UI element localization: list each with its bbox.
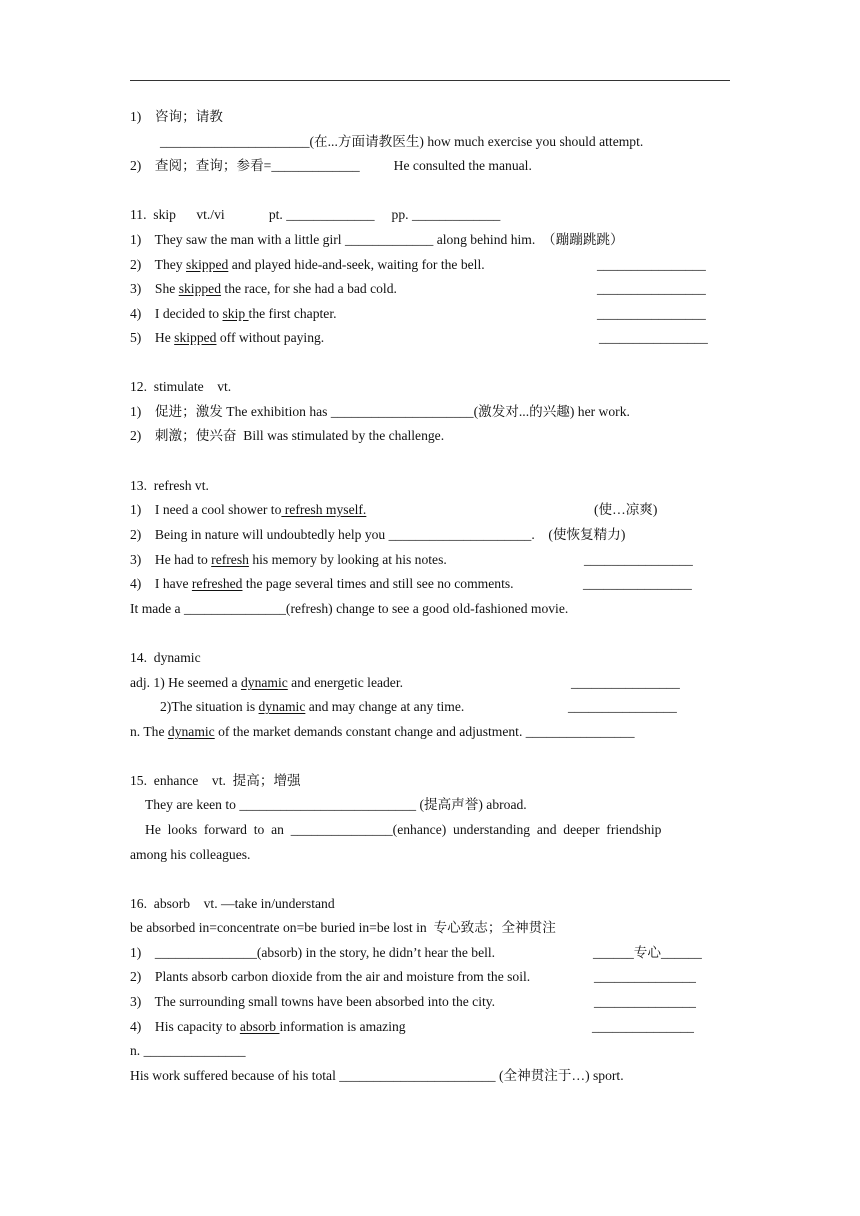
answer-blank: ________________ (597, 281, 706, 296)
underlined-word: skip (222, 306, 249, 321)
underlined-word: dynamic (258, 699, 306, 714)
line-skip-2 (130, 256, 485, 274)
line-text: 1) I need a cool shower to (130, 502, 282, 517)
underlined-word: skipped (178, 281, 222, 296)
underlined-word: refreshed (191, 576, 243, 591)
heading-absorb: 16. absorb vt. —take in/understand (130, 896, 335, 911)
heading-dynamic: 14. dynamic (130, 650, 201, 665)
line-text: the first chapter. (248, 306, 337, 321)
line-skip-4 (130, 305, 337, 323)
answer-blank: ________________ (583, 576, 692, 591)
underlined-word: dynamic (167, 724, 215, 739)
line-absorb-1: 1) _______________(absorb) in the story, he didn’t hear the bell. (130, 945, 496, 960)
line-absorb-phrases: be absorbed in=concentrate on=be buried in=be lost in 专心致志；全神贯注 (130, 920, 556, 935)
line-dynamic-2 (160, 698, 464, 716)
line-text: 4) I have (130, 576, 192, 591)
line-text: off without paying. (216, 330, 325, 345)
line-text: and may change at any time. (305, 699, 465, 714)
line-enhance-1: They are keen to __________________________ (提高声誉) abroad. (145, 797, 527, 812)
line-dynamic-1 (130, 674, 403, 692)
line-consult-1: 1) 咨询；请教 (130, 109, 223, 124)
answer-blank: ________________ (571, 675, 680, 690)
line-text: adj. 1) He seemed a (130, 675, 241, 690)
line-skip-5 (130, 329, 324, 347)
answer-filled: ______专心______ (593, 945, 702, 960)
line-absorb-n: n. _______________ (130, 1043, 246, 1058)
line-enhance-2: He looks forward to an _______________(enhance) understanding and deeper friendship (145, 822, 662, 837)
line-text: 2) They (130, 257, 187, 272)
line-text: the race, for she had a bad cold. (221, 281, 397, 296)
line-text: information is amazing (279, 1019, 406, 1034)
line-text: his memory by looking at his notes. (248, 552, 447, 567)
line-refresh-3 (130, 551, 447, 569)
answer-blank: _______________ (592, 1019, 694, 1034)
line-text: 3) She (130, 281, 179, 296)
line-refresh-4 (130, 575, 514, 593)
answer-blank: ________________ (584, 552, 693, 567)
line-text: of the market demands constant change and adjustment. ________________ (214, 724, 635, 739)
answer-blank: ________________ (599, 330, 708, 345)
line-text: and energetic leader. (287, 675, 404, 690)
line-skip-1: 1) They saw the man with a little girl _____________ along behind him. （蹦蹦跳跳） (130, 232, 624, 247)
line-consult-2: 2) 查阅；查询；参看=_____________ He consulted the manual. (130, 158, 532, 173)
underlined-word: refresh (211, 552, 249, 567)
line-text: and played hide-and-seek, waiting for the bell. (228, 257, 485, 272)
header-rule (130, 80, 730, 81)
answer-blank: ________________ (597, 306, 706, 321)
answer-blank: _______________ (594, 994, 696, 1009)
line-text: 4) His capacity to (130, 1019, 240, 1034)
underlined-word: refresh myself. (281, 502, 367, 517)
line-absorb-3: 3) The surrounding small towns have been absorbed into the city. (130, 994, 496, 1009)
line-text: the page several times and still see no comments. (242, 576, 514, 591)
line-dynamic-n (130, 723, 635, 741)
line-enhance-2-cont: among his colleagues. (130, 847, 251, 862)
heading-refresh: 13. refresh vt. (130, 478, 209, 493)
line-text: 2)The situation is (160, 699, 259, 714)
line-text: 5) He (130, 330, 175, 345)
underlined-word: absorb (239, 1019, 280, 1034)
answer-blank: ________________ (597, 257, 706, 272)
heading-skip: 11. skip vt./vi pt. _____________ pp. _____________ (130, 207, 501, 222)
underlined-word: dynamic (240, 675, 288, 690)
underlined-word: skipped (174, 330, 217, 345)
answer-blank: _______________ (594, 969, 696, 984)
heading-enhance: 15. enhance vt. 提高；增强 (130, 773, 301, 788)
line-stimulate-1: 1) 促进；激发 The exhibition has _____________________(激发对...的兴趣) her work. (130, 404, 630, 419)
line-consult-1-blank: ______________________(在...方面请教医生) how much exercise you should attempt. (160, 134, 644, 149)
underlined-word: skipped (186, 257, 229, 272)
line-absorb-4 (130, 1018, 406, 1036)
answer-blank: ________________ (568, 699, 677, 714)
line-refresh-5: It made a _______________(refresh) change to see a good old-fashioned movie. (130, 601, 569, 616)
line-refresh-2: 2) Being in nature will undoubtedly help you _____________________. (使恢复精力) (130, 527, 626, 542)
line-absorb-2: 2) Plants absorb carbon dioxide from the air and moisture from the soil. (130, 969, 531, 984)
heading-stimulate: 12. stimulate vt. (130, 379, 232, 394)
gloss-note: (使…凉爽) (594, 502, 658, 517)
line-absorb-last: His work suffered because of his total _______________________ (全神贯注于…) sport. (130, 1068, 624, 1083)
line-text: 4) I decided to (130, 306, 223, 321)
line-stimulate-2: 2) 刺激；使兴奋 Bill was stimulated by the challenge. (130, 428, 445, 443)
line-skip-3 (130, 280, 397, 298)
line-text: n. The (130, 724, 168, 739)
line-refresh-1 (130, 501, 366, 519)
line-text: 3) He had to (130, 552, 212, 567)
